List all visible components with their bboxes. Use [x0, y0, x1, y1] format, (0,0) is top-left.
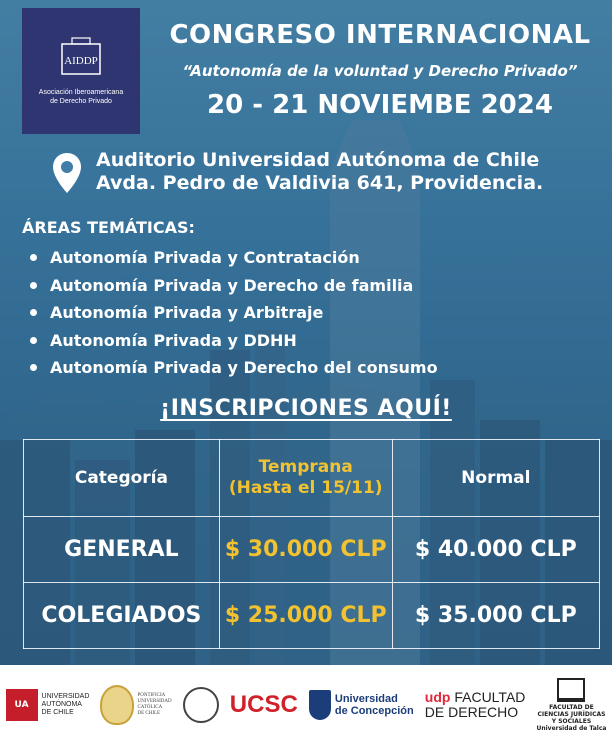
building-icon: [557, 678, 585, 702]
ua-logo: [6, 689, 90, 721]
talca-name-line4: Universidad de Talca: [536, 725, 607, 732]
thematic-areas-list: [30, 244, 438, 382]
event-subtitle: “Autonomía de la voluntad y Derecho Privado”: [182, 62, 578, 80]
category-cell: GENERAL: [24, 517, 220, 583]
header-category: Categoría: [24, 440, 220, 517]
svg-text:AIDDP: AIDDP: [64, 55, 98, 67]
ua-mark: UA: [6, 689, 38, 721]
udp-mark: udp: [424, 689, 451, 705]
sponsor-logos-footer: [0, 665, 612, 745]
puc-seal-icon: [100, 685, 134, 725]
area-label: Autonomía Privada y Contratación: [50, 248, 360, 268]
udp-logo: [425, 690, 526, 720]
bullet-icon: [30, 254, 37, 261]
table-header-row: [24, 440, 600, 517]
talca-name-line2: CIENCIAS JURÍDICAS: [537, 711, 606, 718]
venue-address: Avda. Pedro de Valdivia 641, Providencia.: [96, 172, 544, 194]
header-early-line2: (Hasta el 15/11): [228, 478, 383, 498]
ua-name: [42, 693, 90, 717]
puc-name: [137, 693, 171, 717]
ua-name-line3: DE CHILE: [41, 709, 74, 716]
university-seal-logo: [183, 687, 219, 723]
area-label: Autonomía Privada y Arbitraje: [50, 303, 324, 323]
puc-name-line1: PONTIFICIA: [137, 693, 166, 698]
header-early: [219, 440, 392, 517]
ua-name-line1: UNIVERSIDAD: [41, 693, 90, 700]
event-date: 20 - 21 NOVIEMBE 2024: [207, 90, 553, 120]
talca-name-line1: FACULTAD DE: [549, 704, 594, 711]
list-item: [30, 354, 438, 382]
event-venue: [96, 149, 543, 195]
area-label: Autonomía Privada y Derecho del consumo: [50, 358, 438, 378]
list-item: [30, 244, 438, 272]
aiddp-logo-icon: [58, 36, 104, 82]
event-title: CONGRESO INTERNACIONAL: [169, 20, 591, 50]
bullet-icon: [30, 337, 37, 344]
area-label: Autonomía Privada y Derecho de familia: [50, 275, 414, 295]
talca-name: [536, 704, 606, 732]
association-logo: [22, 8, 140, 134]
map-pin-icon: [52, 152, 82, 194]
puc-name-line2: UNIVERSIDAD: [137, 699, 172, 704]
puc-name-line4: DE CHILE: [137, 711, 161, 716]
venue-name: Auditorio Universidad Autónoma de Chile: [96, 149, 540, 171]
normal-price-cell: $ 35.000 CLP: [392, 583, 599, 649]
udec-logo: [309, 690, 414, 720]
udec-name: [335, 693, 414, 717]
list-item: [30, 272, 438, 300]
early-price-cell: $ 25.000 CLP: [219, 583, 392, 649]
table-row: [24, 517, 600, 583]
university-seal-icon: [183, 687, 219, 723]
udp-line1: FACULTAD: [454, 689, 526, 705]
udp-line2: DE DERECHO: [424, 704, 519, 720]
bullet-icon: [30, 364, 37, 371]
list-item: [30, 299, 438, 327]
puc-name-line3: CATÓLICA: [137, 705, 163, 710]
area-label: Autonomía Privada y DDHH: [50, 330, 297, 350]
header-early-line1: Temprana: [258, 457, 353, 477]
bullet-icon: [30, 282, 37, 289]
udec-name-line2: de Concepción: [334, 705, 414, 717]
category-cell: COLEGIADOS: [24, 583, 220, 649]
puc-logo: [100, 685, 171, 725]
pricing-table: [23, 439, 600, 649]
thematic-areas-heading: ÁREAS TEMÁTICAS:: [22, 218, 195, 237]
udec-shield-icon: [309, 690, 331, 720]
talca-name-line3: Y SOCIALES: [551, 718, 592, 725]
header-normal: Normal: [392, 440, 599, 517]
ucsc-logo: UCSC: [229, 691, 298, 718]
talca-logo: [536, 678, 606, 732]
bullet-icon: [30, 309, 37, 316]
ua-name-line2: AUTÓNOMA: [41, 701, 82, 708]
list-item: [30, 327, 438, 355]
early-price-cell: $ 30.000 CLP: [219, 517, 392, 583]
association-name-line2: de Derecho Privado: [50, 98, 112, 105]
table-row: [24, 583, 600, 649]
registration-link[interactable]: ¡INSCRIPCIONES AQUÍ!: [160, 396, 452, 421]
udec-name-line1: Universidad: [334, 693, 398, 705]
normal-price-cell: $ 40.000 CLP: [392, 517, 599, 583]
association-name: [39, 88, 123, 106]
association-name-line1: Asociación Iberoamericana: [38, 89, 124, 96]
